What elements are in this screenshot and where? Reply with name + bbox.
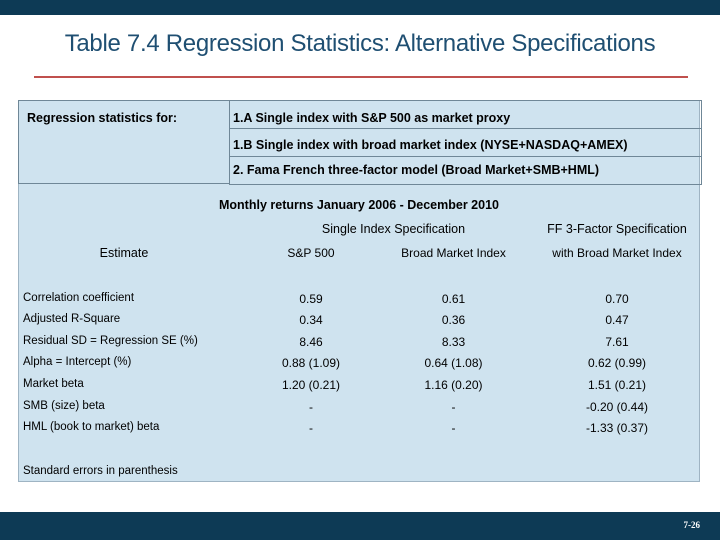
row-label: Correlation coefficient (23, 292, 135, 304)
cell-ff: 0.62 (0.99) (587, 356, 647, 370)
page-number: 7-26 (683, 520, 700, 530)
cell-ff: -1.33 (0.37) (585, 421, 649, 435)
cell-sp500: - (309, 421, 313, 435)
slide-title: Table 7.4 Regression Statistics: Alternative Specifications (64, 30, 656, 57)
cell-sp500: 0.88 (1.09) (281, 356, 341, 370)
cell-sp500: 0.59 (299, 292, 323, 306)
row-label: Residual SD = Regression SE (%) (23, 335, 198, 347)
cell-sp500: - (309, 400, 313, 414)
cell-ff: 7.61 (605, 335, 629, 349)
group-header-single-index: Single Index Specification (321, 222, 466, 236)
cell-ff: 0.70 (605, 292, 629, 306)
cell-broad: - (451, 421, 456, 435)
model-line-1a: 1.A Single index with S&P 500 as market proxy (233, 111, 511, 125)
row-label: HML (book to market) beta (23, 421, 160, 433)
bottom-bar (0, 512, 720, 540)
cell-ff: 1.51 (0.21) (587, 378, 647, 392)
column-header-ff-broad-market: with Broad Market Index (552, 246, 682, 260)
cell-ff: 0.47 (605, 313, 629, 327)
cell-sp500: 0.34 (299, 313, 323, 327)
cell-broad: - (451, 400, 456, 414)
row-label: SMB (size) beta (23, 400, 105, 412)
column-header-sp500: S&P 500 (287, 246, 335, 260)
cell-sp500: 8.46 (299, 335, 323, 349)
row-label: Market beta (23, 378, 84, 390)
cell-broad: 0.36 (441, 313, 466, 327)
model-line-2: 2. Fama French three-factor model (Broad Market+SMB+HML) (233, 163, 600, 177)
cell-ff: -0.20 (0.44) (585, 400, 649, 414)
footnote: Standard errors in parenthesis (23, 465, 178, 477)
cell-sp500: 1.20 (0.21) (281, 378, 341, 392)
top-bar (0, 0, 720, 15)
title-divider (34, 76, 688, 78)
group-header-ff3: FF 3-Factor Specification (547, 222, 687, 236)
period-label: Monthly returns January 2006 - December 2010 (219, 198, 499, 212)
regression-table (18, 100, 700, 482)
cell-broad: 8.33 (441, 335, 466, 349)
cell-broad: 0.64 (1.08) (424, 356, 483, 370)
regression-label: Regression statistics for: (27, 111, 178, 125)
cell-broad: 0.61 (441, 292, 466, 306)
column-header-estimate: Estimate (99, 246, 149, 260)
row-label: Adjusted R-Square (23, 313, 121, 325)
column-header-broad-market: Broad Market Index (401, 246, 506, 260)
cell-broad: 1.16 (0.20) (424, 378, 483, 392)
row-label: Alpha = Intercept (%) (23, 356, 132, 368)
model-line-1b: 1.B Single index with broad market index (NYSE+NASDAQ+AMEX) (233, 138, 628, 152)
